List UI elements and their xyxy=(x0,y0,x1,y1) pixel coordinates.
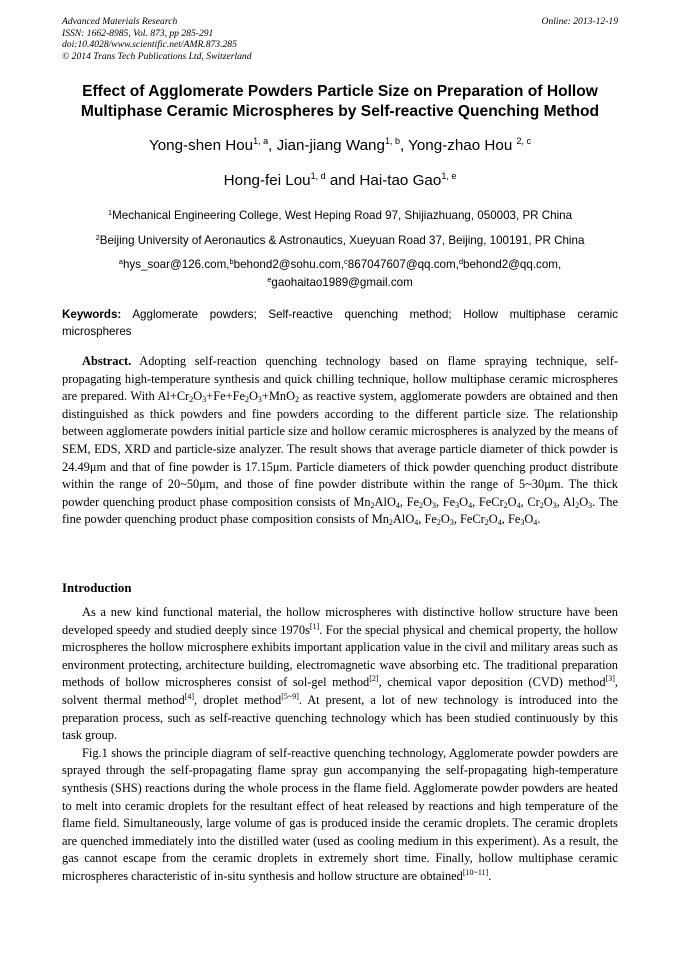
author-line-2: Hong-fei Lou$^{1, d}$ and Hai-tao Gao$^{1, e}$ xyxy=(223,171,457,189)
abstract-text: O xyxy=(193,389,203,404)
abstract-text: O xyxy=(440,512,450,527)
subscript: 4 xyxy=(468,500,473,510)
abstract-text: . The fine powder quenching product phase composition consists of Mn xyxy=(62,494,618,527)
email-sup: a xyxy=(118,257,123,266)
email-sup: e xyxy=(267,275,272,284)
author-sup: 1, d xyxy=(310,171,326,181)
keywords-text: Agglomerate powders; Self-reactive quenching method; Hollow multiphase ceramic microspheres xyxy=(62,308,618,338)
email-link[interactable]: gaohaitao1989@gmail.com xyxy=(271,276,413,289)
subscript: 3 xyxy=(257,395,262,405)
intro-paragraph-1 xyxy=(62,604,618,745)
affiliation-sup: 1 xyxy=(107,208,113,217)
author-line-1: Yong-shen Hou$^{1, a}$, Jian-jiang Wang$^{1, b}$, Yong-zhao Hou $^{2, c}$ xyxy=(148,136,532,154)
intro-text: Fig.1 shows the principle diagram of self-reactive quenching technology, Agglomerate powder powders are sprayed through the self-propagating flame spray gun accompanying the self-propagating high-temperature synthesis (SHS) reactions during the whole process in the flame field. Agglomerate powder powders are heated to melt into ceramic droplets for the resultant effect of heat released by reactions and high temperature of the flame field. Simultaneously, large volume of gas is produced inside the ceramic droplets. The ceramic droplets are quenched immediately into the distilled water (used as cooling medium in this experiment). As a result, the gas cannot escape from the ceramic droplets in extremely short time. Finally, hollow multiphase ceramic microspheres characteristic of in-situ synthesis and hollow structure are obtained xyxy=(62,745,618,883)
subscript: 4 xyxy=(497,518,502,528)
subscript: 3 xyxy=(588,500,593,510)
citation[interactable]: [3] xyxy=(605,674,615,684)
abstract-text: +Fe+Fe xyxy=(206,389,245,404)
abstract-text: , Fe xyxy=(399,494,420,509)
title-line-2: Multiphase Ceramic Microspheres by Self-reactive Quenching Method xyxy=(80,103,600,120)
abstract xyxy=(62,353,618,529)
abstract-text: . xyxy=(537,512,541,527)
subscript: 3 xyxy=(449,518,454,528)
intro-text: As a new kind functional material, the hollow microspheres with distinctive hollow structure have been developed speedy and studied deeply since 1970s xyxy=(62,605,618,637)
journal-info xyxy=(62,16,618,62)
subscript: 4 xyxy=(533,518,538,528)
keywords-label: Keywords: xyxy=(62,308,122,321)
subscript: 3 xyxy=(520,518,525,528)
abstract-label: Abstract. xyxy=(82,354,132,368)
author-sup: 2, c xyxy=(516,136,532,146)
email-link[interactable]: 867047607@qq.com xyxy=(347,258,456,271)
intro-text: , solvent thermal method xyxy=(62,675,619,707)
abstract-text: , Fe xyxy=(436,494,456,509)
journal-copyright: © 2014 Trans Tech Publications Ltd, Switzerland xyxy=(62,50,252,62)
subscript: 2 xyxy=(388,518,393,528)
journal-issn: ISSN: 1662-8985, Vol. 873, pp 285-291 xyxy=(62,27,214,39)
author-name: Hong-fei Lou xyxy=(223,172,311,189)
author-sup: 1, a xyxy=(253,136,269,146)
abstract-text: Adopting self-reaction quenching technology based on flame spraying technique, self-propagating high-temperature synthesis and quick chilling technique, hollow multiphase ceramic microspheres are prepared. With Al+Cr xyxy=(62,354,618,404)
title-line-1: Effect of Agglomerate Powders Particle Size on Preparation of Hollow xyxy=(82,83,598,100)
intro-text: . At present, a lot of new technology is introduced into the preparation process, such as self-reactive quenching technology which has been studied continuously by this task group. xyxy=(62,692,618,743)
citation[interactable]: [1] xyxy=(309,621,320,631)
subscript: 2 xyxy=(419,500,424,510)
abstract-text: +MnO xyxy=(261,389,296,404)
intro-text: , droplet method xyxy=(193,692,282,707)
subscript: 4 xyxy=(414,518,419,528)
citation[interactable]: [4] xyxy=(184,691,194,701)
subscript: 2 xyxy=(436,518,441,528)
abstract-text: , FeCr xyxy=(472,494,504,509)
online-date: Online: 2013-12-19 xyxy=(541,16,618,27)
email-link[interactable]: behond2@sohu.com xyxy=(233,258,341,271)
abstract-text: , Fe xyxy=(501,512,521,527)
author-sup: 1, e xyxy=(441,171,457,181)
subscript: 2 xyxy=(189,395,194,405)
section-title-introduction: Introduction xyxy=(62,581,132,595)
abstract-text: AlO xyxy=(392,512,415,527)
journal-header xyxy=(62,16,618,62)
journal-name: Advanced Materials Research xyxy=(62,16,178,27)
subscript: 2 xyxy=(244,395,249,405)
intro-text: , chemical vapor deposition (CVD) method xyxy=(378,675,606,690)
abstract-text: , Cr xyxy=(520,494,540,509)
affiliation-1 xyxy=(62,209,618,223)
abstract-text: as reactive system, agglomerate powders are obtained and then distinguished as thick powders and fine powders according to the different particle size. The relationship between agglomerate powders initial particle size and hollow ceramic microspheres is analyzed by the means of SEM, EDS, XRD and particle-size analyzer. The result shows that average particle diameter of thick powder is 24.49μm and that of fine powder is 17.15μm. Particle diameters of thick powder quenching product distribute within the range of 20~50μm, and those of fine powder distribute within the range of 5~30μm. The thick powder quenching product phase composition consists of Mn xyxy=(62,389,618,509)
subscript: 2 xyxy=(503,500,508,510)
subscript: 2 xyxy=(370,500,375,510)
email-link[interactable]: hys_soar@126.com xyxy=(122,258,227,271)
abstract-text: O xyxy=(579,494,589,509)
citation[interactable]: [5~9] xyxy=(281,691,299,701)
subscript: 3 xyxy=(202,395,207,405)
citation[interactable]: [10~11] xyxy=(462,867,489,877)
abstract-text: O xyxy=(248,389,258,404)
journal-doi: doi:10.4028/www.scientific.net/AMR.873.285 xyxy=(62,39,237,51)
intro-text: . For the special physical and chemical property, the hollow microspheres the hollow microsphere exhibits important application value in the civil and military areas such as environment protecting, architecture building, electromagnetic wave absorbing etc. The traditional preparation methods of hollow microspheres consist of sol-gel method xyxy=(62,622,619,690)
subscript: 4 xyxy=(395,500,400,510)
email-sup: d xyxy=(458,257,464,266)
abstract-text: , FeCr xyxy=(453,512,485,527)
affiliation-2 xyxy=(62,234,618,248)
abstract-text: O xyxy=(524,512,534,527)
abstract-text: O xyxy=(507,494,517,509)
abstract-text: O xyxy=(543,494,553,509)
subscript: 3 xyxy=(432,500,436,510)
subscript: 2 xyxy=(539,500,544,510)
abstract-text: , Al xyxy=(556,494,576,509)
intro-text: . xyxy=(488,868,492,883)
abstract-text: O xyxy=(488,512,498,527)
citation[interactable]: [2] xyxy=(369,674,379,684)
author-name: Jian-jiang Wang xyxy=(276,137,385,154)
abstract-text: , Fe xyxy=(418,512,437,527)
email-link[interactable]: behond2@qq.com xyxy=(463,258,558,271)
author-name: Yong-zhao Hou xyxy=(408,137,513,154)
abstract-text: O xyxy=(459,494,469,509)
author-name: Hai-tao Gao xyxy=(359,172,442,189)
keywords xyxy=(62,306,618,340)
introduction-body xyxy=(62,604,618,886)
email-line-1: $^a$hys_soar@126.com,$^b$behond2@sohu.com,$^c$867047607@qq.com,$^d$behond2@qq.com, xyxy=(118,257,562,271)
subscript: 3 xyxy=(455,500,460,510)
intro-paragraph-2 xyxy=(62,745,618,886)
email-line-2 xyxy=(62,276,618,290)
author-name: Yong-shen Hou xyxy=(148,137,254,154)
affiliation-text: Beijing University of Aeronautics & Astronautics, Xueyuan Road 37, Beijing, 100191, PR China xyxy=(99,234,585,247)
paper-title xyxy=(62,82,618,122)
author-sup: 1, b xyxy=(384,136,400,146)
subscript: 2 xyxy=(295,395,300,405)
affiliation-sup: 2 xyxy=(95,233,100,242)
subscript: 3 xyxy=(552,500,557,510)
email-sup: b xyxy=(229,257,234,266)
subscript: 2 xyxy=(484,518,489,528)
affiliation-text: Mechanical Engineering College, West Heping Road 97, Shijiazhuang, 050003, PR China xyxy=(112,209,573,222)
abstract-text: O xyxy=(423,494,432,509)
subscript: 2 xyxy=(575,500,580,510)
email-sup: c xyxy=(344,257,348,266)
subscript: 4 xyxy=(516,500,521,510)
abstract-text: AlO xyxy=(374,494,396,509)
